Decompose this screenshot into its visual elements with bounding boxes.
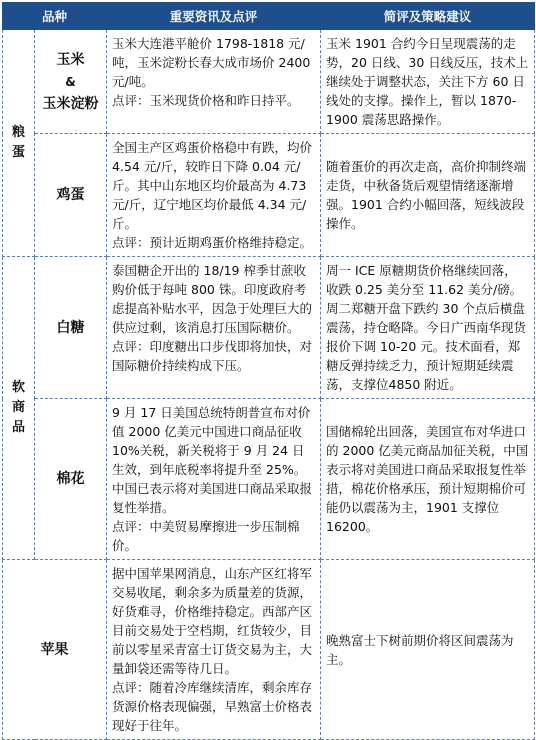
- strategy-sugar: 周一 ICE 原糖期货价格继续回落，收跌 0.25 美分至 11.62 美分/磅。周二郑糖开盘下跌约 30 个点后横盘震荡，持仓略降。今日广西南华现货报价下调 10-20 元。技术面看，郑糖反弹持续乏力，预计短期延续震荡，支撑位4850 附近。: [321, 257, 535, 399]
- table-row: [3, 134, 535, 257]
- strategy-cotton: 国储棉轮出回落，美国宣布对华进口的 2000 亿美元商品加征关税，中国表示将对美国进口商品采取报复性举措，棉花价格承压，预计短期棉价可能仍以震荡为主，1901 支撑位 16200。: [321, 399, 535, 560]
- table-header-row: [3, 3, 535, 30]
- news-apple: 据中国苹果网消息，山东产区红将军交易收尾，剩余多为质量差的货源，好货难寻，价格维持稳定。西部产区目前交易处于空档期，红货较少，目前以零星采青富士订货交易为主，大量卸袋还需等待几日。 点评：随着冷库继续清库，剩余库存货源价格表现偏强，早熟富士价格表现好于往年。: [107, 560, 321, 740]
- news-cotton: 9 月 17 日美国总统特朗普宣布对价值 2000 亿美元中国进口商品征收10%关税，新关税将于 9 月 24 日生效，到年底税率将提升至 25%。中国已表示将对美国进口商品采取报复性举措。 点评：中美贸易摩擦进一步压制棉价。: [107, 399, 321, 560]
- product-corn-amp: &: [65, 74, 76, 89]
- news-egg: 全国主产区鸡蛋价格稳中有跌，均价 4.54 元/斤，较昨日下降 0.04 元/斤。其中山东地区均价最高为 4.73 元/斤，辽宁地区均价最低 4.34 元/斤。 点评：预计近期鸡蛋价格维持稳定。: [107, 134, 321, 257]
- category-grain-egg: 粮蛋: [3, 30, 35, 257]
- product-egg: 鸡蛋: [35, 134, 107, 257]
- product-sugar: 白糖: [35, 257, 107, 399]
- table-row: [3, 560, 535, 740]
- product-corn-line1: 玉米: [56, 51, 85, 68]
- commodity-commentary-table: [2, 2, 535, 740]
- table-row: [3, 30, 535, 134]
- product-apple: 苹果: [3, 560, 107, 740]
- product-corn-line2: 玉米淀粉: [42, 95, 99, 112]
- strategy-egg: 随着蛋价的再次走高，高价抑制终端走货，中秋备货后观望情绪逐渐增强。1901 合约小幅回落，短线波段操作。: [321, 134, 535, 257]
- strategy-apple: 晚熟富士下树前期价将区间震荡为主。: [321, 560, 535, 740]
- table-row: [3, 257, 535, 399]
- strategy-corn: 玉米 1901 合约今日呈现震荡的走势，20 日线、30 日线反压，技术上继续处于调整状态，关注下方 60 日线处的支撑。操作上，暂以 1870-1900 震荡思路操作。: [321, 30, 535, 134]
- news-corn: 玉米大连港平舱价 1798-1818 元/吨，玉米淀粉长春大成市场价 2400 元/吨。 点评：玉米现货价格和昨日持平。: [107, 30, 321, 134]
- product-cotton: 棉花: [35, 399, 107, 560]
- product-corn: [35, 30, 107, 134]
- header-variety: 品种: [3, 3, 107, 30]
- header-news: 重要资讯及点评: [107, 3, 321, 30]
- table-row: [3, 399, 535, 560]
- header-strategy: 简评及策略建议: [321, 3, 535, 30]
- category-soft: 软商品: [3, 257, 35, 560]
- news-sugar: 泰国糖企开出的 18/19 榨季甘蔗收购价低于每吨 800 铢。印度政府考虑提高补贴水平，因急于处理巨大的供应过剩，该消息打压国际糖价。 点评：印度糖出口步伐即将加快，对国际糖价持续构成下压。: [107, 257, 321, 399]
